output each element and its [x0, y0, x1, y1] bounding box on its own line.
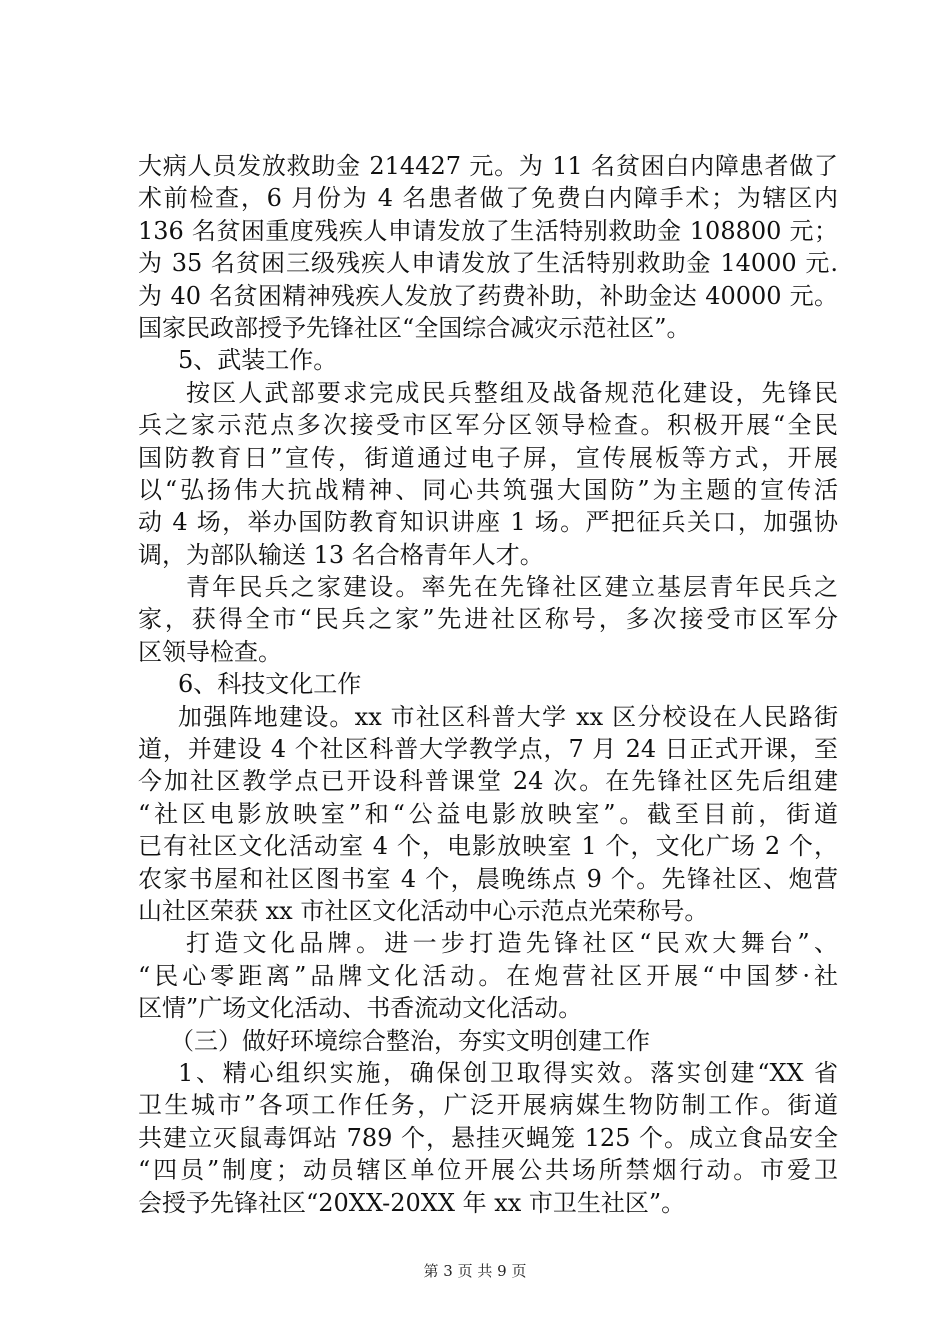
- text-line: 农家书屋和社区图书室 4 个，晨晚练点 9 个。先锋社区、炮营: [138, 864, 838, 893]
- text-line: “四员”制度；动员辖区单位开展公共场所禁烟行动。市爱卫: [138, 1156, 838, 1185]
- text-line: 兵之家示范点多次接受市区军分区领导检查。积极开展“全民: [138, 411, 838, 440]
- text-line: 卫生城市”各项工作任务，广泛开展病媒生物防制工作。街道: [138, 1091, 838, 1120]
- text-line: 今加社区教学点已开设科普课堂 24 次。在先锋社区先后组建: [138, 767, 838, 796]
- text-line: 已有社区文化活动室 4 个，电影放映室 1 个，文化广场 2 个，: [138, 832, 838, 861]
- text-line: 区领导检查。: [138, 637, 282, 666]
- text-line: 术前检查，6 月份为 4 名患者做了免费白内障手术；为辖区内: [138, 184, 838, 213]
- document-page: [138, 150, 838, 1219]
- text-line: 国防教育日”宣传，街道通过电子屏，宣传展板等方式，开展: [138, 443, 838, 472]
- text-line: 动 4 场，举办国防教育知识讲座 1 场。严把征兵关口，加强协: [138, 508, 838, 537]
- paragraph-start: 青年民兵之家建设。率先在先锋社区建立基层青年民兵之: [186, 573, 838, 602]
- text-line: 山社区荣获 xx 市社区文化活动中心示范点光荣称号。: [138, 896, 709, 925]
- text-line: 会授予先锋社区“20XX-20XX 年 xx 市卫生社区”。: [138, 1188, 686, 1217]
- section-heading: 6、科技文化工作: [178, 670, 362, 699]
- text-line: “社区电影放映室”和“公益电影放映室”。截至目前，街道: [138, 799, 838, 828]
- paragraph-start: 按区人武部要求完成民兵整组及战备规范化建设，先锋民: [186, 378, 838, 407]
- text-line: 大病人员发放救助金 214427 元。为 11 名贫困白内障患者做了: [138, 152, 838, 180]
- text-line: 区情”广场文化活动、书香流动文化活动。: [138, 994, 583, 1023]
- section-heading: （三）做好环境综合整治，夯实文明创建工作: [170, 1026, 650, 1055]
- text-line: 国家民政部授予先锋社区“全国综合减灾示范社区”。: [138, 313, 691, 342]
- text-line: 以“弘扬伟大抗战精神、同心共筑强大国防”为主题的宣传活: [138, 475, 838, 504]
- text-line: 为 35 名贫困三级残疾人申请发放了生活特别救助金 14000 元.: [138, 249, 838, 278]
- text-line: 为 40 名贫困精神残疾人发放了药费补助，补助金达 40000 元。: [138, 281, 838, 310]
- page-number-footer: 第 3 页 共 9 页: [423, 1262, 527, 1280]
- section-heading: 5、武装工作。: [178, 346, 338, 375]
- paragraph-start: 1、精心组织实施，确保创卫取得实效。落实创建“XX 省: [178, 1058, 838, 1087]
- text-line: 调，为部队输送 13 名合格青年人才。: [138, 540, 544, 569]
- text-line: 道，并建设 4 个社区科普大学教学点，7 月 24 日正式开课，至: [138, 735, 838, 764]
- text-line: 家，获得全市“民兵之家”先进社区称号，多次接受市区军分: [138, 605, 838, 634]
- paragraph-start: 加强阵地建设。xx 市社区科普大学 xx 区分校设在人民路街: [178, 702, 838, 731]
- text-line: 136 名贫困重度残疾人申请发放了生活特别救助金 108800 元；: [138, 216, 838, 245]
- text-line: “民心零距离”品牌文化活动。在炮营社区开展“中国梦·社: [138, 961, 838, 990]
- paragraph-start: 打造文化品牌。进一步打造先锋社区“民欢大舞台”、: [186, 929, 838, 958]
- text-line: 共建立灭鼠毒饵站 789 个，悬挂灭蝇笼 125 个。成立食品安全: [138, 1123, 838, 1152]
